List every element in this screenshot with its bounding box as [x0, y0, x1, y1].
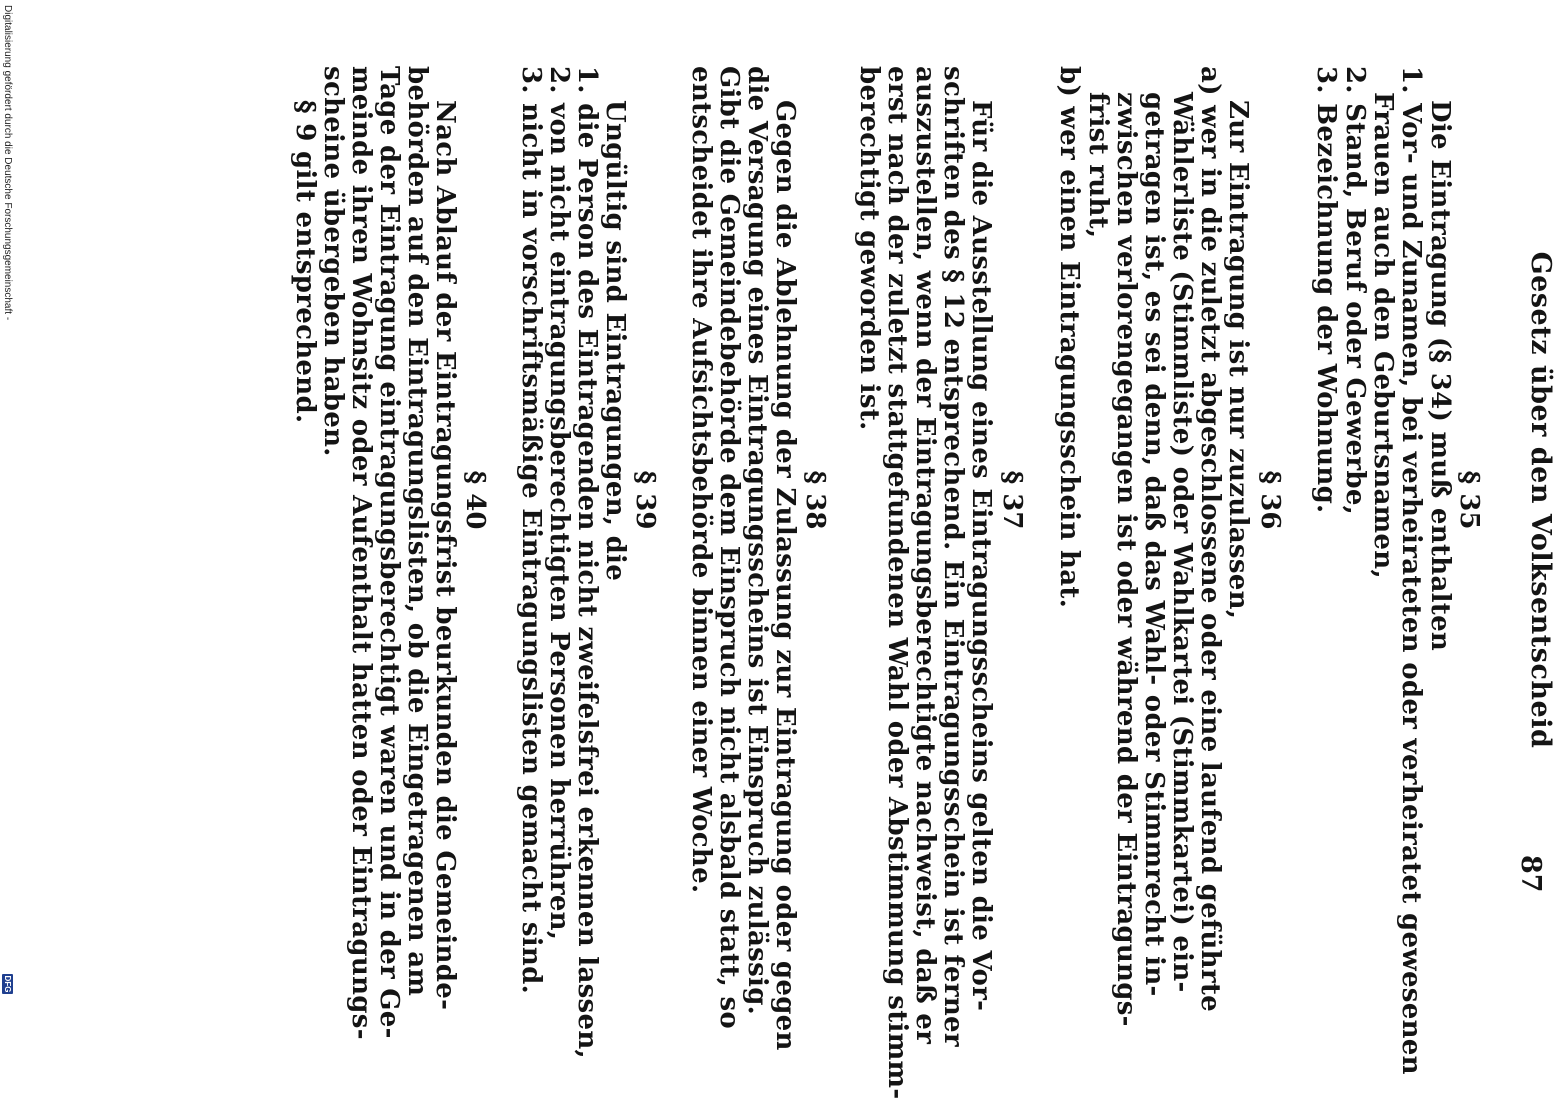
section-38-heading: § 38	[800, 470, 830, 530]
section-37-line: erst nach der zuletzt stattgefundenen Wahl oder Abstimmung stimm-	[882, 66, 912, 1099]
section-40-heading: § 40	[460, 470, 490, 530]
section-40-line: Nach Ablauf der Eintragungsfrist beurkunden die Gemeinde-	[430, 100, 460, 1011]
section-38-line: die Versagung eines Eintragungsscheins ist Einspruch zulässig.	[742, 66, 772, 1016]
section-37-line: auszustellen, wenn der Eintragungsberechtigte nachweist, daß er	[910, 66, 940, 1045]
section-40-line: behörden auf den Eintragungslisten, ob die Eingetragenen am	[402, 66, 432, 997]
section-40-line: Tage der Eintragung eintragungsberechtigt waren und in der Ge-	[374, 66, 404, 1039]
section-35-line: 1. Vor- und Zunamen, bei verheirateten oder verheiratet gewesenen	[1396, 66, 1426, 1075]
section-35-line: Frauen auch den Geburtsnamen,	[1368, 92, 1398, 579]
section-39-line: 2. von nicht eintragungsberechtigten Personen herrühren,	[544, 66, 574, 941]
section-37-line: Für die Ausstellung eines Eintragungsscheins gelten die Vor-	[966, 100, 996, 1012]
section-38-line: Gegen die Ablehnung der Zulassung zur Eintragung oder gegen	[770, 100, 800, 1051]
running-title: Gesetz über den Volksentscheid	[1525, 251, 1556, 749]
section-39-line: Ungültig sind Eintragungen, die	[600, 100, 630, 582]
section-39-heading: § 39	[630, 470, 660, 530]
section-35-line: 2. Stand, Beruf oder Gewerbe,	[1340, 66, 1370, 516]
section-38-line: Gibt die Gemeindebehörde dem Einspruch nicht alsbald statt, so	[714, 66, 744, 1030]
section-36-heading: § 36	[1255, 470, 1285, 530]
section-37-heading: § 37	[997, 470, 1027, 530]
section-35-line: 3. Bezeichnung der Wohnung.	[1311, 66, 1341, 514]
section-35-line: Die Eintragung (§ 34) muß enthalten	[1425, 100, 1455, 652]
section-35-heading: § 35	[1454, 470, 1484, 530]
section-36-line: frist ruht,	[1083, 92, 1113, 239]
section-39-line: 3. nicht in vorschriftsmäßige Eintragungslisten gemacht sind.	[516, 66, 546, 994]
section-36-line: Zur Eintragung ist nur zuzulassen,	[1223, 100, 1253, 620]
section-39-line: 1. die Person des Eintragenden nicht zweifelsfrei erkennen lassen,	[572, 66, 602, 1059]
section-36-line: a) wer in die zuletzt abgeschlossene oder eine laufend geführte	[1195, 66, 1225, 1013]
section-36-line: Wählerliste (Stimmliste) oder Wahlkartei (Stimmkartei) ein-	[1167, 92, 1197, 993]
section-36-line: zwischen verlorengegangen ist oder während der Eintragungs-	[1111, 92, 1141, 1027]
section-36-line: getragen ist, es sei denn, daß das Wahl- oder Stimmrecht in-	[1139, 92, 1169, 997]
section-37-line: schriften des § 12 entsprechend. Ein Eintragungsschein ist ferner	[938, 66, 968, 1047]
section-40-line: meinde ihren Wohnsitz oder Aufenthalt hatten oder Eintragungs-	[346, 66, 376, 1040]
digitization-sidebar	[0, 0, 14, 1000]
section-40-line: scheine übergeben haben.	[318, 66, 348, 457]
section-36-line: b) wer einen Eintragungsschein hat.	[1054, 66, 1084, 609]
digitization-note: Digitalisierung gefördert durch die Deutsche Forschungsgemeinschaft -	[2, 5, 13, 321]
section-37-line: berechtigt geworden ist.	[854, 66, 884, 431]
section-40-line: § 9 gilt entsprechend.	[290, 100, 320, 424]
section-38-line: entscheidet ihre Aufsichtsbehörde binnen einer Woche.	[686, 66, 716, 894]
dfg-logo-icon: DFG	[3, 975, 12, 993]
page-number: 87	[1515, 855, 1546, 893]
